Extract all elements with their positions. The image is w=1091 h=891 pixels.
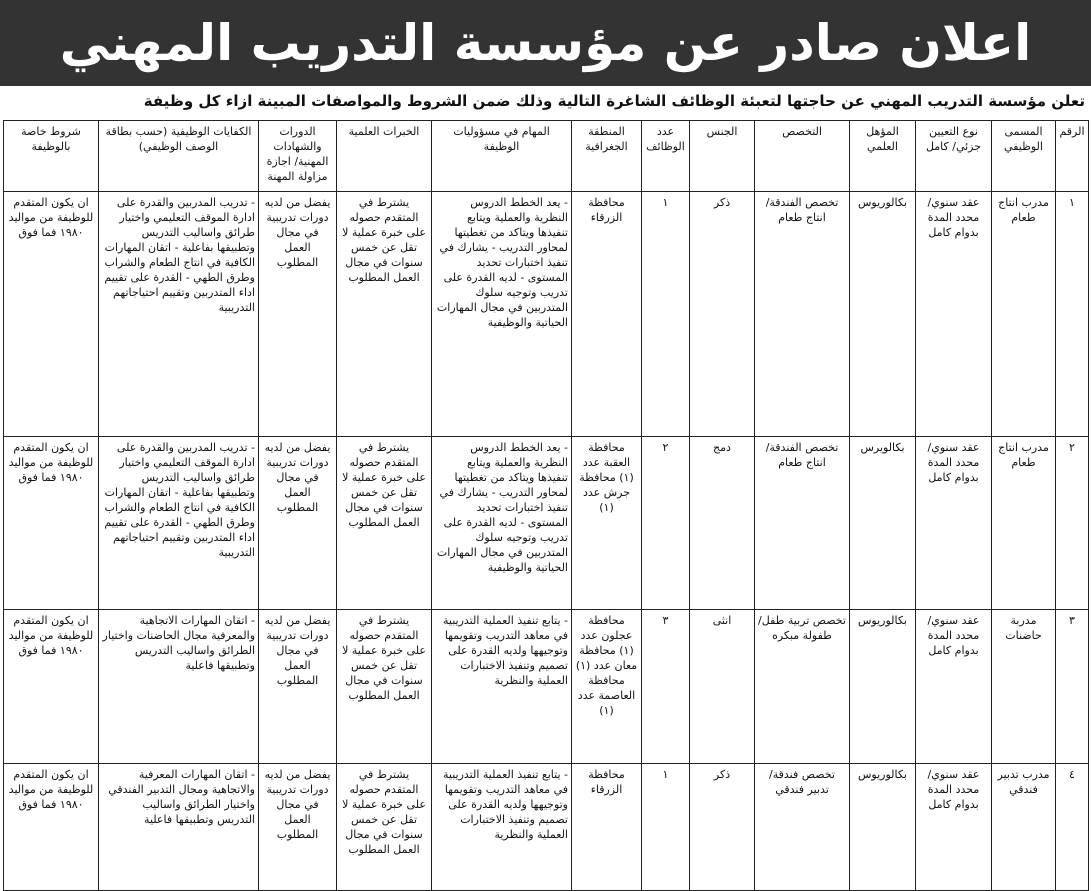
- header-qualification: المؤهل العلمي: [850, 121, 916, 192]
- header-tasks: المهام في مسؤوليات الوظيفة: [432, 121, 572, 192]
- cell-competencies: - اتقان المهارات المعرفية والاتجاهية ومجال التدبير الفندقي واختيار الطرائق واساليب التدريس وتطبيقها فاعلية: [99, 764, 259, 891]
- cell-vacancy-count: ٣: [642, 610, 690, 764]
- cell-courses: يفضل من لديه دورات تدريبية في مجال العمل المطلوب: [259, 610, 337, 764]
- cell-courses: يفضل من لديه دورات تدريبية في مجال العمل المطلوب: [259, 437, 337, 610]
- header-vacancy-count: عدد الوظائف: [642, 121, 690, 192]
- table-row: [4, 764, 1089, 891]
- cell-experience: يشترط في المتقدم حصوله على خبرة عملية لا تقل عن خمس سنوات في مجال العمل المطلوب: [337, 610, 432, 764]
- cell-competencies: - اتقان المهارات الاتجاهية والمعرفية مجال الحاضنات واختيار الطرائق واساليب التدريس وتطبيقها فاعلية: [99, 610, 259, 764]
- cell-vacancy-count: ٢: [642, 437, 690, 610]
- cell-job-title: مدرب تدبير فندقي: [992, 764, 1056, 891]
- header-gender: الجنس: [690, 121, 755, 192]
- cell-job-title: مدرب انتاج طعام: [992, 192, 1056, 437]
- header-appointment-type: نوع التعيين جزئي/ كامل: [916, 121, 992, 192]
- cell-number: ٤: [1056, 764, 1089, 891]
- cell-appointment-type: عقد سنوي/ محدد المدة بدوام كامل: [916, 764, 992, 891]
- cell-courses: يفضل من لديه دورات تدريبية في مجال العمل المطلوب: [259, 764, 337, 891]
- cell-experience: يشترط في المتقدم حصوله على خبرة عملية لا تقل عن خمس سنوات في مجال العمل المطلوب: [337, 764, 432, 891]
- cell-appointment-type: عقد سنوي/ محدد المدة بدوام كامل: [916, 437, 992, 610]
- cell-region: محافظة الزرقاء: [572, 192, 642, 437]
- cell-qualification: بكالوريوس: [850, 192, 916, 437]
- table-row: [4, 192, 1089, 437]
- cell-gender: ذكر: [690, 192, 755, 437]
- cell-qualification: بكالوريوس: [850, 764, 916, 891]
- cell-conditions: ان يكون المتقدم للوظيفة من مواليد ١٩٨٠ فما فوق: [4, 610, 99, 764]
- cell-appointment-type: عقد سنوي/ محدد المدة بدوام كامل: [916, 610, 992, 764]
- cell-courses: يفضل من لديه دورات تدريبية في مجال العمل المطلوب: [259, 192, 337, 437]
- cell-specialization: تخصص تربية طفل/ طفولة مبكره: [755, 610, 850, 764]
- cell-gender: ذكر: [690, 764, 755, 891]
- cell-number: ٣: [1056, 610, 1089, 764]
- cell-gender: انثى: [690, 610, 755, 764]
- cell-qualification: بكالوريوس: [850, 610, 916, 764]
- cell-gender: دمج: [690, 437, 755, 610]
- cell-appointment-type: عقد سنوي/ محدد المدة بدوام كامل: [916, 192, 992, 437]
- cell-competencies: - تدريب المدربين والقدرة على ادارة الموقف التعليمي واختيار طرائق واساليب التدريس وتطبيقها بفاعلية - اتقان المهارات الكافية في انتاج الطعام والشراب وطرق الطهي - القدرة على تقييم اداء المتدربين وتقييم احتياجاتهم التدريبية: [99, 192, 259, 437]
- header-region: المنطقة الجغرافية: [572, 121, 642, 192]
- cell-tasks: - يتابع تنفيذ العملية التدريبية في معاهد التدريب وتقويمها وتوجيهها ولديه القدرة على تصميم وتنفيذ الاختبارات العملية والنظرية: [432, 764, 572, 891]
- cell-conditions: ان يكون المتقدم للوظيفة من مواليد ١٩٨٠ فما فوق: [4, 764, 99, 891]
- cell-qualification: بكالويرس: [850, 437, 916, 610]
- cell-vacancy-count: ١: [642, 764, 690, 891]
- cell-conditions: ان يكون المتقدم للوظيفة من مواليد ١٩٨٠ فما فوق: [4, 437, 99, 610]
- cell-specialization: تخصص الفندقة/ انتاج طعام: [755, 437, 850, 610]
- header-conditions: شروط خاصة بالوظيفة: [4, 121, 99, 192]
- header-specialization: التخصص: [755, 121, 850, 192]
- header-number: الرقم: [1056, 121, 1089, 192]
- announcement-intro: تعلن مؤسسة التدريب المهني عن حاجتها لتعبئة الوظائف الشاغرة التالية وذلك ضمن الشروط والمواصفات المبينة ازاء كل وظيفة: [143, 92, 1085, 110]
- table-header-row: [4, 121, 1089, 192]
- cell-region: محافظة عجلون عدد (١) محافظة معان عدد (١) محافظة العاصمة عدد (١): [572, 610, 642, 764]
- announcement-title: اعلان صادر عن مؤسسة التدريب المهني: [0, 0, 1091, 86]
- cell-experience: يشترط في المتقدم حصوله على خبرة عملية لا تقل عن خمس سنوات في مجال العمل المطلوب: [337, 437, 432, 610]
- cell-region: محافظة الزرقاء: [572, 764, 642, 891]
- table-row: [4, 437, 1089, 610]
- cell-region: محافظة العقبة عدد (١) محافظة جرش عدد (١): [572, 437, 642, 610]
- header-competencies: الكفايات الوظيفية (حسب بطاقة الوصف الوظيفي): [99, 121, 259, 192]
- vacancies-table: [3, 120, 1089, 891]
- cell-experience: يشترط في المتقدم حصوله على خبرة عملية لا تقل عن خمس سنوات في مجال العمل المطلوب: [337, 192, 432, 437]
- cell-specialization: تخصص فندقة/ تدبير فندقي: [755, 764, 850, 891]
- cell-job-title: مدرب انتاج طعام: [992, 437, 1056, 610]
- cell-specialization: تخصص الفندقة/ انتاج طعام: [755, 192, 850, 437]
- header-experience: الخبرات العلمية: [337, 121, 432, 192]
- cell-tasks: - يتابع تنفيذ العملية التدريبية في معاهد التدريب وتقويمها وتوجيهها ولديه القدرة على تصميم وتنفيذ الاختبارات العملية والنظرية: [432, 610, 572, 764]
- cell-number: ١: [1056, 192, 1089, 437]
- cell-job-title: مدربة حاضنات: [992, 610, 1056, 764]
- header-courses: الدورات والشهادات المهنية/ اجازة مزاولة المهنة: [259, 121, 337, 192]
- header-job-title: المسمى الوظيفي: [992, 121, 1056, 192]
- table-row: [4, 610, 1089, 764]
- cell-number: ٢: [1056, 437, 1089, 610]
- cell-tasks: - يعد الخطط الدروس النظرية والعملية ويتابع تنفيذها ويتاكد من تغطيتها لمحاور التدريب - يشارك في تنفيذ اختبارات تحديد المستوى - لديه القدرة على تدريب وتوجيه سلوك المتدربين في مجال المهارات الحياتية والوظيفية: [432, 192, 572, 437]
- cell-competencies: - تدريب المدربين والقدرة على ادارة الموقف التعليمي واختيار طرائق واساليب التدريس وتطبيقها بفاعلية - اتقان المهارات الكافية في انتاج الطعام والشراب وطرق الطهي - القدرة على تقييم اداء المتدربين وتقييم احتياجاتهم التدريبية: [99, 437, 259, 610]
- cell-conditions: ان يكون المتقدم للوظيفة من مواليد ١٩٨٠ فما فوق: [4, 192, 99, 437]
- cell-vacancy-count: ١: [642, 192, 690, 437]
- cell-tasks: - يعد الخطط الدروس النظرية والعملية ويتابع تنفيذها ويتاكد من تغطيتها لمحاور التدريب - يشارك في تنفيذ اختبارات تحديد المستوى - لديه القدرة على تدريب وتوجيه سلوك المتدربين في مجال المهارات الحياتية والوظيفية: [432, 437, 572, 610]
